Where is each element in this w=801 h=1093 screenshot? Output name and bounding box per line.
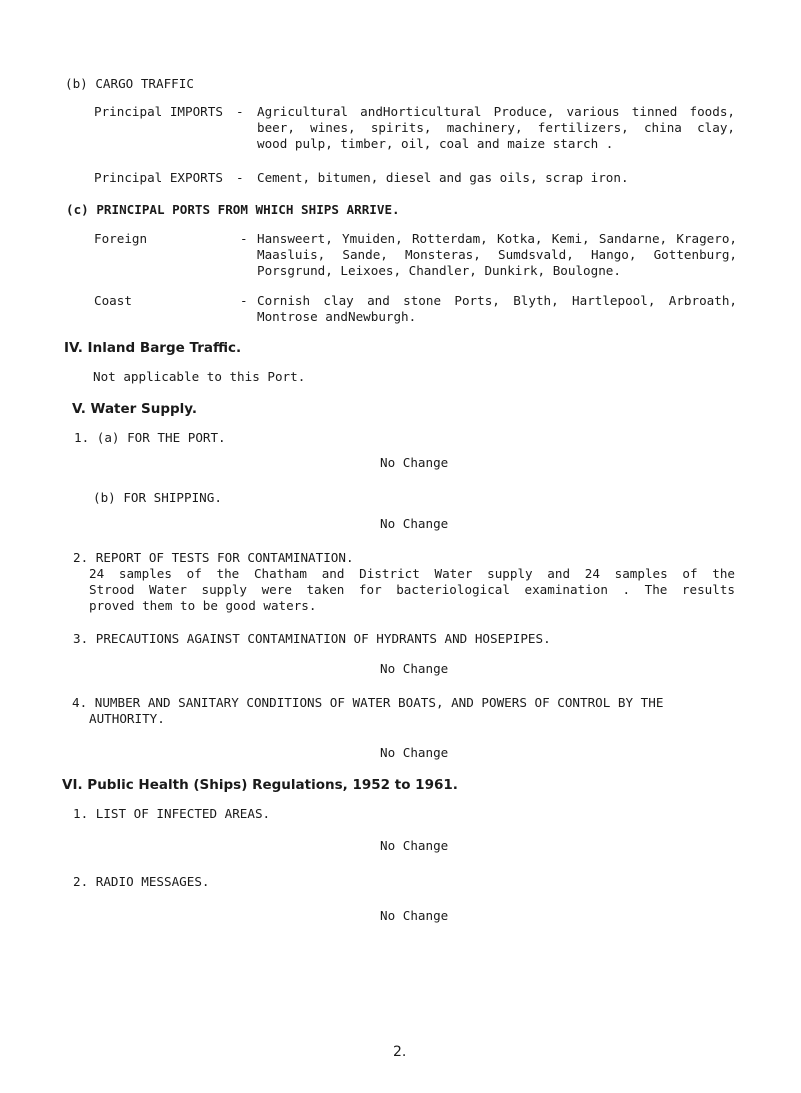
water-item-1b: (b) FOR SHIPPING. [93, 490, 222, 505]
water-item-1a-status: No Change [380, 455, 449, 470]
imports-line-3: wood pulp, timber, oil, coal and maize starch . [257, 136, 614, 151]
water-item-2-line-3: proved them to be good waters. [89, 598, 317, 613]
health-item-1-status: No Change [380, 838, 449, 853]
health-item-1: 1. LIST OF INFECTED AREAS. [73, 806, 271, 821]
imports-line-2: beer, wines, spirits, machinery, fertilizers, china clay, [257, 120, 735, 135]
water-item-4-line-1: 4. NUMBER AND SANITARY CONDITIONS OF WATER BOATS, AND POWERS OF CONTROL BY THE [72, 695, 664, 710]
water-item-3-heading: 3. PRECAUTIONS AGAINST CONTAMINATION OF HYDRANTS AND HOSEPIPES. [73, 631, 551, 646]
exports-label: Principal EXPORTS [94, 170, 223, 185]
imports-label: Principal IMPORTS [94, 104, 223, 119]
section-iv-text: Not applicable to this Port. [93, 369, 306, 384]
ports-heading: (c) PRINCIPAL PORTS FROM WHICH SHIPS ARRIVE. [66, 202, 400, 217]
water-item-2-heading: 2. REPORT OF TESTS FOR CONTAMINATION. [73, 550, 354, 565]
exports-dash: - [236, 170, 244, 185]
imports-line-1: Agricultural andHorticultural Produce, various tinned foods, [257, 104, 735, 119]
water-item-4-status: No Change [380, 745, 449, 760]
water-item-4-line-2: AUTHORITY. [89, 711, 165, 726]
foreign-line-1: Hansweert, Ymuiden, Rotterdam, Kotka, Kemi, Sandarne, Kragero, [257, 231, 737, 246]
foreign-label: Foreign [94, 231, 148, 246]
water-item-3-status: No Change [380, 661, 449, 676]
section-vi-heading: VI. Public Health (Ships) Regulations, 1952 to 1961. [62, 777, 458, 793]
health-item-2: 2. RADIO MESSAGES. [73, 874, 210, 889]
foreign-line-3: Porsgrund, Leixoes, Chandler, Dunkirk, Boulogne. [257, 263, 621, 278]
cargo-traffic-heading: (b) CARGO TRAFFIC [65, 76, 194, 91]
coast-label: Coast [94, 293, 132, 308]
health-item-2-status: No Change [380, 908, 449, 923]
water-item-2-line-1: 24 samples of the Chatham and District Water supply and 24 samples of the [89, 566, 735, 581]
water-item-1b-status: No Change [380, 516, 449, 531]
coast-line-1: Cornish clay and stone Ports, Blyth, Hartlepool, Arbroath, [257, 293, 737, 308]
foreign-line-2: Maasluis, Sande, Monsteras, Sumdsvald, Hango, Gottenburg, [257, 247, 737, 262]
imports-dash: - [236, 104, 244, 119]
foreign-dash: - [240, 231, 248, 246]
page-number: 2. [393, 1044, 407, 1060]
water-item-1a: 1. (a) FOR THE PORT. [74, 430, 226, 445]
coast-line-2: Montrose andNewburgh. [257, 309, 417, 324]
water-item-2-line-2: Strood Water supply were taken for bacteriological examination . The results [89, 582, 735, 597]
coast-dash: - [240, 293, 248, 308]
section-iv-heading: IV. Inland Barge Traffic. [64, 340, 242, 356]
section-v-heading: V. Water Supply. [72, 401, 198, 417]
exports-line-1: Cement, bitumen, diesel and gas oils, scrap iron. [257, 170, 629, 185]
